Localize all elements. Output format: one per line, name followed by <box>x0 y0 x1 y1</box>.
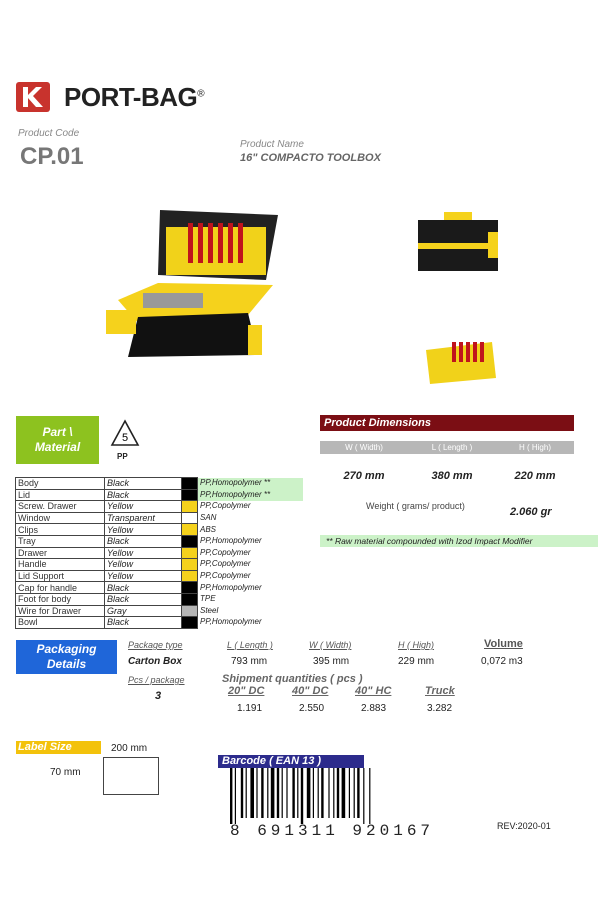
material-part: Drawer <box>16 547 105 559</box>
material-swatch <box>182 605 198 617</box>
material-swatch <box>182 524 198 536</box>
pkg-length-value: 793 mm <box>231 656 268 667</box>
recycle-number: 5 <box>121 432 129 444</box>
product-code-label: Product Code <box>18 128 80 139</box>
barcode-bar <box>250 768 254 818</box>
material-swatch <box>182 478 198 490</box>
barcode-bar <box>256 768 257 818</box>
barcode-title: Barcode ( EAN 13 ) <box>218 755 364 768</box>
material-part: Screw. Drawer <box>16 501 105 513</box>
ship-20dc-value: 1.191 <box>237 703 263 714</box>
material-type: PP,Homopolymer <box>200 617 262 627</box>
material-part: Lid Support <box>16 570 105 582</box>
material-swatch <box>182 547 198 559</box>
barcode-bar <box>337 768 339 818</box>
ship-20dc-label: 20" DC <box>228 685 265 697</box>
ship-40hc-label: 40" HC <box>355 685 392 697</box>
barcode-bar <box>261 768 263 818</box>
barcode-bar <box>333 768 334 818</box>
barcode-bar <box>301 768 303 824</box>
dimensions-title: Product Dimensions <box>320 415 574 431</box>
barcode-bar <box>241 768 243 818</box>
barcode-bar <box>328 768 329 818</box>
barcode-number: 8 691311 920167 <box>230 822 435 840</box>
material-part: Window <box>16 512 105 524</box>
material-row <box>16 489 303 501</box>
material-type: Steel <box>200 605 219 615</box>
material-swatch <box>182 617 198 629</box>
material-row <box>16 478 303 490</box>
material-row <box>16 593 303 605</box>
material-color: Yellow <box>105 547 182 559</box>
barcode-bar <box>313 768 314 818</box>
barcode-bar <box>369 768 370 824</box>
pcs-value: 3 <box>155 690 162 702</box>
barcode-bar <box>363 768 364 824</box>
packaging-label-1: Packaging <box>36 642 97 656</box>
ship-40dc-value: 2.550 <box>299 703 325 714</box>
barcode-bar <box>271 768 275 818</box>
label-width: 200 mm <box>111 743 148 754</box>
dim-length-value: 380 mm <box>431 470 473 482</box>
part-material-label-2: Material <box>34 440 81 454</box>
material-part: Body <box>16 478 105 490</box>
barcode-bar <box>230 768 232 824</box>
material-type: SAN <box>200 513 217 523</box>
barcode-bar <box>277 768 279 818</box>
part-material-box <box>16 416 99 464</box>
material-color: Yellow <box>105 501 182 513</box>
material-row <box>16 570 303 582</box>
material-row <box>16 617 303 629</box>
material-part: Foot for body <box>16 593 105 605</box>
material-part: Wire for Drawer <box>16 605 105 617</box>
material-type: TPE <box>200 594 216 604</box>
barcode-bar <box>286 768 287 818</box>
material-swatch <box>182 489 198 501</box>
barcode-bar <box>297 768 298 818</box>
material-color: Black <box>105 478 182 490</box>
shipment-label: Shipment quantities ( pcs ) <box>222 673 363 685</box>
packaging-box <box>16 640 117 674</box>
barcode-bars <box>228 768 413 824</box>
pkg-height-label: H ( High) <box>398 640 435 650</box>
recycle-label: PP <box>117 452 128 461</box>
barcode-bar <box>357 768 359 818</box>
label-preview <box>103 757 159 795</box>
material-color: Transparent <box>105 512 182 524</box>
material-color: Yellow <box>105 559 182 571</box>
material-type: PP,Copolymer <box>200 571 251 581</box>
product-name-label: Product Name <box>240 139 304 150</box>
material-row <box>16 582 303 594</box>
material-type: PP,Homopolymer ** <box>198 478 303 490</box>
material-color: Black <box>105 593 182 605</box>
barcode-bar <box>342 768 346 818</box>
material-part: Lid <box>16 489 105 501</box>
material-swatch <box>182 570 198 582</box>
material-table <box>15 477 303 629</box>
label-height: 70 mm <box>50 767 81 778</box>
material-color: Yellow <box>105 524 182 536</box>
package-type-label: Package type <box>128 640 183 650</box>
ship-40hc-value: 2.883 <box>361 703 387 714</box>
brand-name: PORT-BAG® <box>64 82 205 112</box>
material-row <box>16 524 303 536</box>
material-swatch <box>182 512 198 524</box>
material-row <box>16 559 303 571</box>
material-row <box>16 512 303 524</box>
product-image-tray <box>424 340 498 386</box>
material-note: ** Raw material compounded with Izod Impact Modifier <box>320 535 598 547</box>
weight-label: Weight ( grams/ product) <box>366 501 465 511</box>
material-row <box>16 501 303 513</box>
barcode-bar <box>318 768 319 818</box>
barcode-bar <box>307 768 311 818</box>
ship-truck-value: 3.282 <box>427 703 453 714</box>
material-color: Black <box>105 617 182 629</box>
material-color: Yellow <box>105 570 182 582</box>
material-type: PP,Copolymer <box>200 501 251 511</box>
part-material-label-1: Part \ <box>42 425 73 439</box>
barcode-bar <box>235 768 236 824</box>
dim-height-value: 220 mm <box>514 470 556 482</box>
material-swatch <box>182 582 198 594</box>
volume-value: 0,072 m3 <box>481 656 523 667</box>
barcode-bar <box>349 768 350 818</box>
material-color: Black <box>105 582 182 594</box>
revision: REV:2020-01 <box>497 821 551 831</box>
material-part: Tray <box>16 535 105 547</box>
barcode-bar <box>292 768 294 818</box>
packaging-label-2: Details <box>46 657 87 671</box>
material-swatch <box>182 535 198 547</box>
material-row <box>16 547 303 559</box>
volume-label: Volume <box>484 638 523 650</box>
dim-height-label: H ( High) <box>496 441 574 454</box>
product-name: 16" COMPACTO TOOLBOX <box>240 152 381 164</box>
material-color: Gray <box>105 605 182 617</box>
product-image-open <box>98 205 298 365</box>
material-type: PP,Homopolymer ** <box>198 489 303 501</box>
material-swatch <box>182 501 198 513</box>
pkg-width-value: 395 mm <box>313 656 350 667</box>
product-image-closed <box>412 210 504 274</box>
dim-width-label: W ( Width) <box>320 441 408 454</box>
ship-40dc-label: 40" DC <box>292 685 329 697</box>
material-swatch <box>182 559 198 571</box>
pkg-length-label: L ( Length ) <box>227 640 273 650</box>
material-color: Black <box>105 535 182 547</box>
material-type: PP,Copolymer <box>200 547 251 557</box>
brand-logo-icon <box>16 82 50 112</box>
ship-truck-label: Truck <box>425 685 455 697</box>
material-type: PP,Homopolymer <box>200 536 262 546</box>
material-part: Cap for handle <box>16 582 105 594</box>
material-part: Clips <box>16 524 105 536</box>
recycle-icon <box>109 418 141 450</box>
product-code: CP.01 <box>20 143 84 170</box>
material-swatch <box>182 593 198 605</box>
barcode-bar <box>354 768 355 818</box>
dim-length-label: L ( Length ) <box>408 441 496 454</box>
material-row <box>16 535 303 547</box>
package-type-value: Carton Box <box>128 656 182 667</box>
material-type: PP,Copolymer <box>200 559 251 569</box>
material-color: Black <box>105 489 182 501</box>
material-type: PP,Homopolymer <box>200 582 262 592</box>
weight-value: 2.060 gr <box>510 506 552 518</box>
material-part: Bowl <box>16 617 105 629</box>
material-row <box>16 605 303 617</box>
pkg-height-value: 229 mm <box>398 656 435 667</box>
material-part: Handle <box>16 559 105 571</box>
pcs-label: Pcs / package <box>128 675 185 685</box>
label-size-title: Label Size <box>16 741 101 754</box>
barcode-bar <box>246 768 247 818</box>
dim-width-value: 270 mm <box>343 470 385 482</box>
material-type: ABS <box>200 524 217 534</box>
pkg-width-label: W ( Width) <box>309 640 352 650</box>
barcode-bar <box>267 768 268 818</box>
barcode-bar <box>321 768 323 818</box>
barcode-bar <box>282 768 283 818</box>
